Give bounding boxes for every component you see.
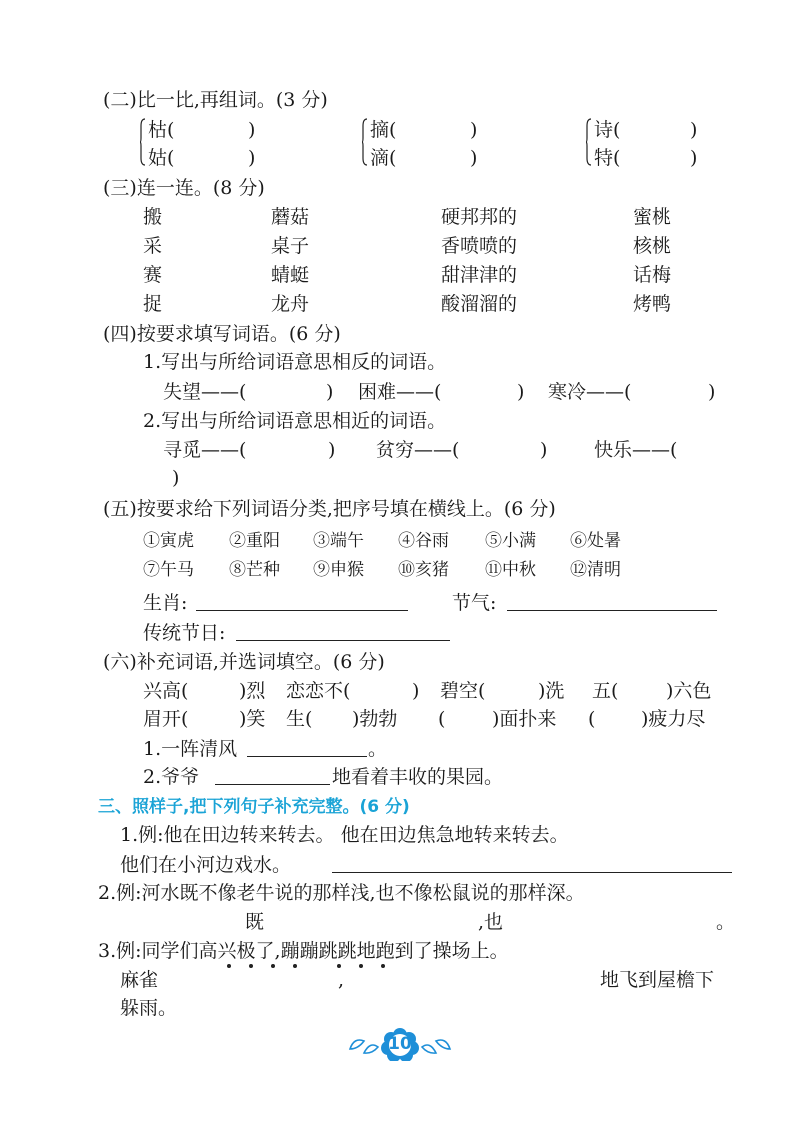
idiom-part: )面扑来: [492, 708, 557, 730]
page-number: 10: [388, 1034, 412, 1054]
adj-item: 酸溜溜的: [441, 293, 518, 315]
section3-title: (三)连一连。(8 分): [103, 177, 265, 199]
pair2-top: 摘(: [370, 119, 397, 141]
pair2-top-close: ): [470, 119, 478, 141]
noun-item: 蜻蜓: [271, 264, 310, 286]
term-item: ⑧芒种: [229, 560, 280, 580]
adj-item: 甜津津的: [441, 264, 518, 286]
noun-item: 桌子: [271, 235, 310, 257]
example3-comma: ,: [338, 969, 345, 991]
pair3-bottom-close: ): [690, 147, 698, 169]
brace-icon: [140, 118, 146, 166]
antonym-item: 寒冷——(: [548, 381, 632, 403]
fill-q2-start: 2.爷爷: [143, 766, 200, 788]
food-item: 话梅: [633, 264, 672, 286]
section2-title: (二)比一比,再组词。(3 分): [103, 89, 328, 111]
example1-answer-line[interactable]: [332, 872, 732, 873]
noun-item: 蘑菇: [271, 206, 310, 228]
synonym-close: ): [172, 467, 180, 489]
synonym-item: 寻觅——(: [163, 439, 247, 461]
idiom-part: ): [412, 680, 420, 702]
example1: 1.例:他在田边转来转去。 他在田边焦急地转来转去。: [120, 824, 569, 846]
term-item: ①寅虎: [143, 531, 194, 551]
food-item: 烤鸭: [633, 293, 672, 315]
example2-ji: 既: [245, 911, 265, 933]
pair3-top: 诗(: [594, 119, 621, 141]
antonym-close: ): [517, 381, 525, 403]
antonym-item: 困难——(: [358, 381, 442, 403]
section4-q1: 1.写出与所给词语意思相反的词语。: [143, 351, 447, 373]
example1-question: 他们在小河边戏水。: [120, 854, 292, 876]
term-item: ⑫清明: [570, 560, 621, 580]
emphasis-dot: [271, 964, 275, 968]
idiom-part: )勃勃: [352, 708, 398, 730]
emphasis-dot: [381, 964, 385, 968]
term-item: ⑤小满: [485, 531, 536, 551]
pair2-bottom-close: ): [470, 147, 478, 169]
zodiac-answer-line[interactable]: [196, 610, 408, 611]
antonym-close: ): [326, 381, 334, 403]
verb-item: 捉: [143, 293, 163, 315]
term-item: ⑨申猴: [313, 560, 364, 580]
solar-term-answer-line[interactable]: [507, 610, 717, 611]
pair1-top: 枯(: [148, 119, 175, 141]
term-item: ②重阳: [229, 531, 280, 551]
emphasis-dot: [227, 964, 231, 968]
idiom-part: (: [588, 708, 596, 730]
example2: 2.例:河水既不像老牛说的那样浅,也不像松鼠说的那样深。: [98, 882, 585, 904]
section5-title: (五)按要求给下列词语分类,把序号填在横线上。(6 分): [103, 498, 556, 520]
brace-icon: [362, 118, 368, 166]
term-item: ⑥处暑: [570, 531, 621, 551]
idiom-part: )笑: [239, 708, 266, 730]
example3-fly: 地飞到屋檐下: [600, 969, 715, 991]
pair2-bottom: 滴(: [370, 147, 397, 169]
idiom-part: (: [438, 708, 446, 730]
emphasis-dot: [359, 964, 363, 968]
synonym-close: ): [328, 439, 336, 461]
pair3-bottom: 特(: [594, 147, 621, 169]
verb-item: 采: [143, 235, 163, 257]
festival-answer-line[interactable]: [236, 640, 450, 641]
brace-icon: [586, 118, 592, 166]
food-item: 核桃: [633, 235, 672, 257]
section4-title: (四)按要求填写词语。(6 分): [103, 323, 341, 345]
zodiac-label: 生肖:: [143, 592, 188, 614]
term-item: ⑪中秋: [485, 560, 536, 580]
fill-q1-line[interactable]: [247, 756, 367, 757]
example2-period: 。: [716, 911, 736, 933]
festival-label: 传统节日:: [143, 622, 226, 644]
part3-title: 三、照样子,把下列句子补充完整。(6 分): [98, 797, 410, 817]
term-item: ③端午: [313, 531, 364, 551]
example3-sparrow: 麻雀: [120, 969, 159, 991]
pair1-bottom-close: ): [248, 147, 256, 169]
antonym-item: 失望——(: [163, 381, 247, 403]
verb-item: 搬: [143, 206, 163, 228]
idiom-part: 恋恋不(: [286, 680, 351, 702]
pair1-bottom: 姑(: [148, 147, 175, 169]
food-item: 蜜桃: [633, 206, 672, 228]
term-item: ⑦午马: [143, 560, 194, 580]
idiom-part: )洗: [538, 680, 565, 702]
idiom-part: )烈: [239, 680, 266, 702]
example3-rain: 躲雨。: [120, 997, 178, 1019]
synonym-item: 贫穷——(: [376, 439, 460, 461]
adj-item: 香喷喷的: [441, 235, 518, 257]
idiom-part: 眉开(: [143, 708, 189, 730]
verb-item: 赛: [143, 264, 163, 286]
section4-q2: 2.写出与所给词语意思相近的词语。: [143, 410, 447, 432]
term-item: ④谷雨: [398, 531, 449, 551]
antonym-close: ): [708, 381, 716, 403]
noun-item: 龙舟: [271, 293, 310, 315]
emphasis-dot: [249, 964, 253, 968]
adj-item: 硬邦邦的: [441, 206, 518, 228]
emphasis-dot: [293, 964, 297, 968]
synonym-close: ): [540, 439, 548, 461]
idiom-part: 碧空(: [440, 680, 486, 702]
fill-q1-end: 。: [368, 738, 388, 760]
pair3-top-close: ): [690, 119, 698, 141]
example3: 3.例:同学们高兴极了,蹦蹦跳跳地跑到了操场上。: [98, 940, 509, 962]
term-item: ⑩亥猪: [398, 560, 449, 580]
idiom-part: 生(: [286, 708, 313, 730]
solar-term-label: 节气:: [452, 592, 497, 614]
idiom-part: )六色: [666, 680, 712, 702]
section6-title: (六)补充词语,并选词填空。(6 分): [103, 651, 385, 673]
example2-ye: ,也: [478, 911, 504, 933]
synonym-item: 快乐——(: [594, 439, 678, 461]
fill-q2-line[interactable]: [215, 784, 330, 785]
pair1-top-close: ): [248, 119, 256, 141]
fill-q2-end: 地看着丰收的果园。: [332, 766, 504, 788]
idiom-part: )疲力尽: [641, 708, 706, 730]
idiom-part: 五(: [592, 680, 619, 702]
idiom-part: 兴高(: [143, 680, 189, 702]
fill-q1-start: 1.一阵清风: [143, 738, 238, 760]
